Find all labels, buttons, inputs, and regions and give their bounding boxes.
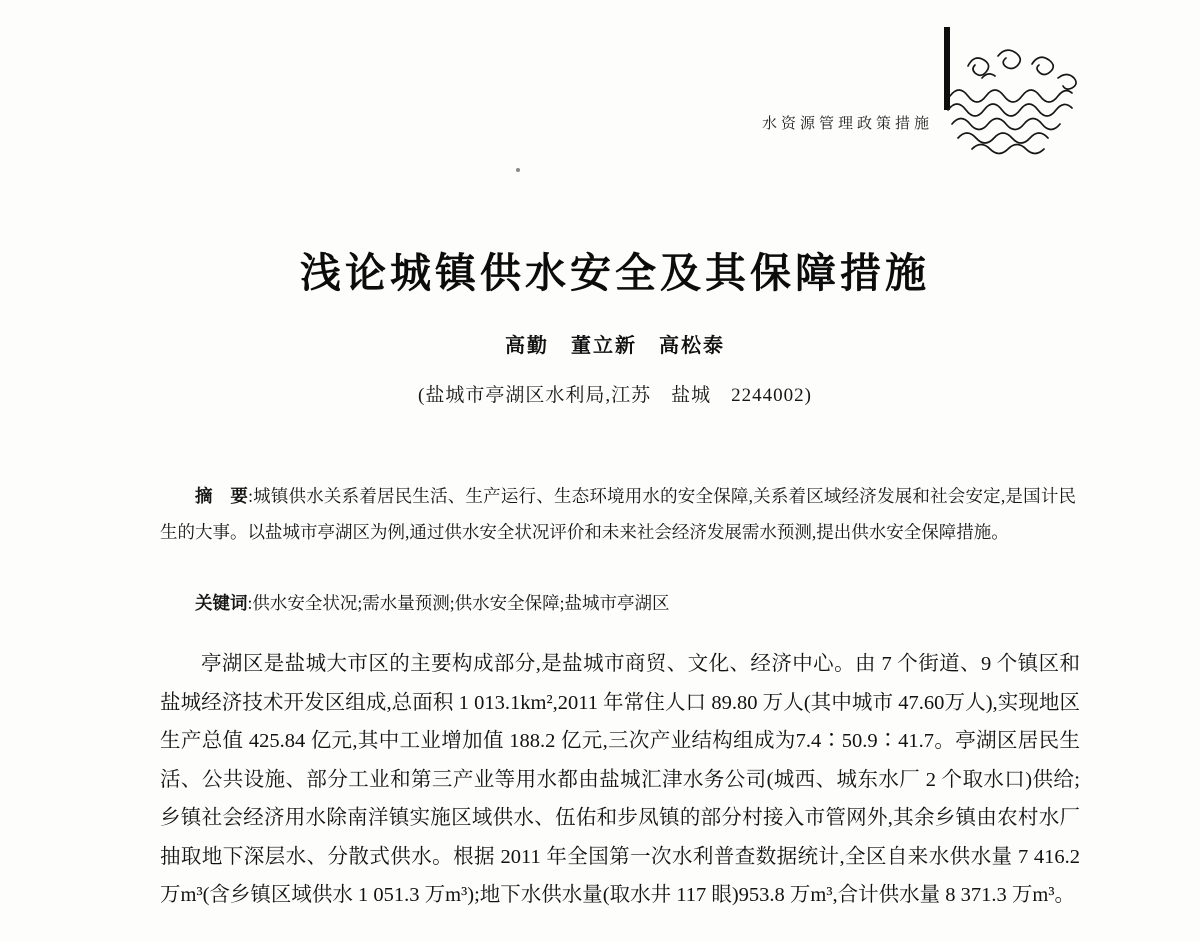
abstract-paragraph	[160, 478, 1076, 550]
abstract-label: 摘 要	[195, 486, 249, 506]
abstract-text: :城镇供水关系着居民生活、生产运行、生态环境用水的安全保障,关系着区域经济发展和社会安定,是国计民生的大事。以盐城市亭湖区为例,通过供水安全状况评价和未来社会经济发展需水预测,提出供水安全保障措施。	[160, 486, 1077, 542]
wave-pattern-icon	[946, 44, 1080, 156]
affiliation-line: (盐城市亭湖区水利局,江苏 盐城 2244002)	[418, 385, 812, 406]
scan-speck	[516, 168, 520, 172]
body-paragraph: 亭湖区是盐城大市区的主要构成部分,是盐城市商贸、文化、经济中心。由 7 个街道、9 个镇区和盐城经济技术开发区组成,总面积 1 013.1km²,2011 年常住人口 89.80 万人(其中城市 47.60万人),实现地区生产总值 425.84 亿元,其中工业增加值 188.2 亿元,三次产业结构组成为7.4∶50.9∶41.7。亭湖区居民生活、公共设施、部分工业和第三产业等用水都由盐城汇津水务公司(城西、城东水厂 2 个取水口)供给;乡镇社会经济用水除南洋镇实施区域供水、伍佑和步凤镇的部分村接入市管网外,其余乡镇由农村水厂抽取地下深层水、分散式供水。根据 2011 年全国第一次水利普查数据统计,全区自来水供水量 7 416.2 万m³(含乡镇区域供水 1 051.3 万m³);地下水供水量(取水井 117 眼)953.8 万m³,合计供水量 8 371.3 万m³。	[160, 653, 1080, 906]
article-title: 浅论城镇供水安全及其保障措施	[300, 250, 930, 296]
keywords-label: 关键词	[195, 593, 248, 613]
keywords-text: :供水安全状况;需水量预测;供水安全保障;盐城市亭湖区	[247, 593, 670, 613]
running-header: 水资源管理政策措施	[762, 116, 934, 132]
keywords-paragraph	[160, 589, 1076, 617]
authors-line: 高勤 董立新 高松泰	[505, 335, 725, 357]
